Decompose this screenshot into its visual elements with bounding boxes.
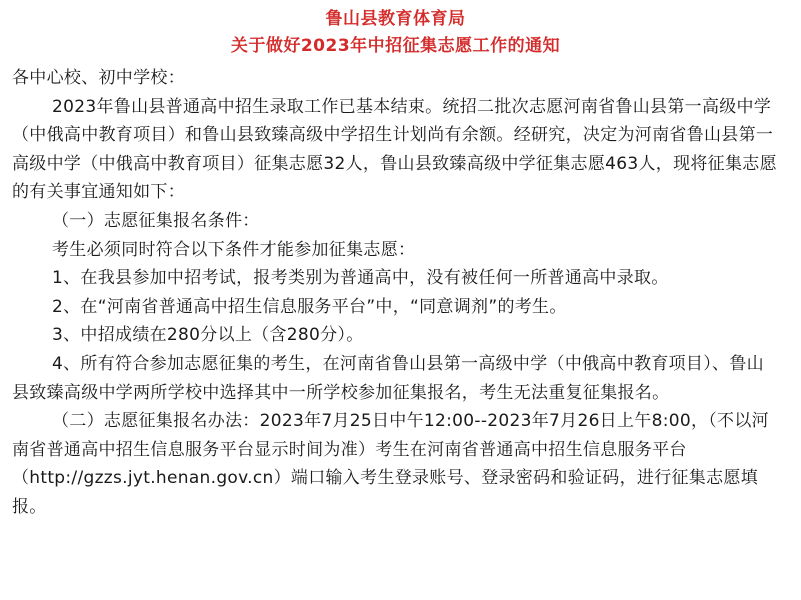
section1-lead: 考生必须同时符合以下条件才能参加征集志愿：	[52, 239, 416, 260]
issuer-title: 鲁山县教育体育局	[325, 9, 466, 29]
intro-paragraph: 2023年鲁山县普通高中招生录取工作已基本结束。统招二批次志愿河南省鲁山县第一高级中学（中俄高中教育项目）和鲁山县致臻高级中学招生计划尚有余额。经研究，决定为河南省鲁山县第一高级中学（中俄高中教育项目）征集志愿32人，鲁山县致臻高级中学征集志愿463人，现将征集志愿的有关事宜通知如下：	[12, 96, 777, 203]
condition-4: 4、所有符合参加志愿征集的考生，在河南省鲁山县第一高级中学（中俄高中教育项目）、鲁山县致臻高级中学两所学校中选择其中一所学校参加征集报名，考生无法重复征集报名。	[12, 353, 764, 403]
section2-paragraph: （二）志愿征集报名办法：2023年7月25日中午12:00--2023年7月26日上午8:00，（不以河南省普通高中招生信息服务平台显示时间为准）考生在河南省普通高中招生信息服务平台（http://gzzs.jyt.henan.gov.cn）端口输入考生登录账号、登录密码和验证码，进行征集志愿填报。	[12, 411, 769, 517]
salutation: 各中心校、初中学校：	[12, 68, 185, 88]
condition-3: 3、中招成绩在280分以上（含280分）。	[52, 325, 364, 346]
notice-title: 关于做好2023年中招征集志愿工作的通知	[230, 36, 561, 56]
section1-heading: （一）志愿征集报名条件：	[52, 210, 260, 231]
condition-1: 1、在我县参加中招考试，报考类别为普通高中，没有被任何一所普通高中录取。	[52, 268, 669, 289]
condition-2: 2、在“河南省普通高中招生信息服务平台”中，“同意调剂”的考生。	[52, 296, 567, 317]
